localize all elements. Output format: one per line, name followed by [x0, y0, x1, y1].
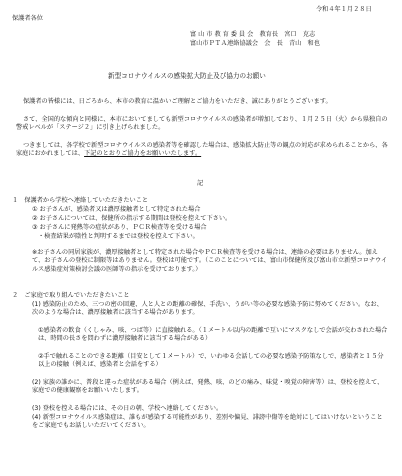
document-date: 令和４年１月２８日 [316, 6, 372, 13]
section-1-note: ※お子さんの同居家族が、濃厚接触者として特定された場合やＰＣＲ検査等を受ける場合は、連絡の必要はありません。加えて、お子さんの登校に制限等はありません。登校は可能です。（このことについては、富山市保健所及び富山市立新型コロナウイルス感染症対策検討会議の医師等の指示を受けております。） [32, 249, 388, 273]
section-2-item: ①感染者の飲食（くしゃみ、咳、つば等）に直接触れる。（１メートル以内の距離で互いにマスクなしで会話が交わされた場合は、時間の長さを問わずに濃厚接触者に該当する場合がある） [38, 327, 388, 343]
recipient-line: 保護者各位 [12, 15, 43, 22]
section-2-item: (2) 家族の誰かに、普段と違った症状がある場合（例えば、発熱、咳、のどの痛み、味覚・嗅覚の障害等）は、登校を控えて、家庭での健康観察をお願いいたします。 [32, 379, 384, 395]
intro-text: つきましては、各学校で新型コロナウイルスの感染者等を確認した場合は、感染拡大防止等の観点の対応が求められることから、各家庭におかれましては、 [16, 142, 388, 158]
intro-paragraph: 保護者の皆様には、日ごろから、本市の教育に温かいご理解とご協力をいただき、誠にありがとうございます。 [23, 98, 332, 105]
section-1-item: ・検査結果が陰性と判明するまでは登校を控えて下さい。 [38, 233, 199, 240]
section-1-item: ① お子さんが、感染者又は濃厚接触者として特定された場合 [32, 206, 201, 213]
section-2-item: ②手で触れることのできる距離（目安として１メートル）で、いわゆる会話しての必要な感染予防策なしで、感染者と１５分以上の接触（例えば、感染者と会話をする） [38, 353, 384, 369]
section-1-item: ② お子さんについては、保健所の指示する期間は登校を控えて下さい。 [32, 215, 232, 222]
notice-title: 新型コロナウイルスの感染拡大防止及び協力のお願い [108, 72, 266, 80]
ki-heading: 記 [197, 180, 204, 187]
sender-line: 富山市ＰＴＡ連絡協議会 会 長 青山 和也 [190, 40, 320, 47]
section-2-item: (4) 新型コロナウイルス感染症は、誰もが感染する可能性があり、差別や偏見、誹謗中傷等を絶対にしてはいけないということをご家庭でもお話しいただいてください。 [32, 414, 383, 430]
intro-request-underlined: 下記のとおりご協力をお願いいたします。 [84, 150, 202, 158]
sender-line: 富 山 市 教 育 委 員 会 教育長 宮口 克志 [190, 31, 316, 38]
section-1-item: ③ お子さんに発熱等の症状があり、ＰＣＲ検査等を受ける場合 [32, 224, 207, 231]
section-1-heading: １ 保護者から学校へ連絡していただきたいこと [12, 197, 149, 204]
section-2-heading: ２ ご家庭で取り組んでいただきたいこと [12, 292, 130, 299]
intro-paragraph: さて、全国的な傾向と同様に、本市においてましても新型コロナウイルスの感染者が増加しており、１月２５日（火）から県独自の警戒レベルが「ステージ２」に引き上げられました。 [16, 116, 388, 132]
intro-paragraph [16, 142, 388, 159]
section-2-item: (1) 感染防止のため、三つの密の回避、人と人との距離の確保、手洗い、うがい等の必要な感染予防に努めてください。なお、次のような場合は、濃厚接触者に該当する場合があります。 [32, 301, 383, 317]
section-2-item: (3) 登校を控える場合には、その日の朝、学校へ連絡してください。 [32, 405, 223, 412]
